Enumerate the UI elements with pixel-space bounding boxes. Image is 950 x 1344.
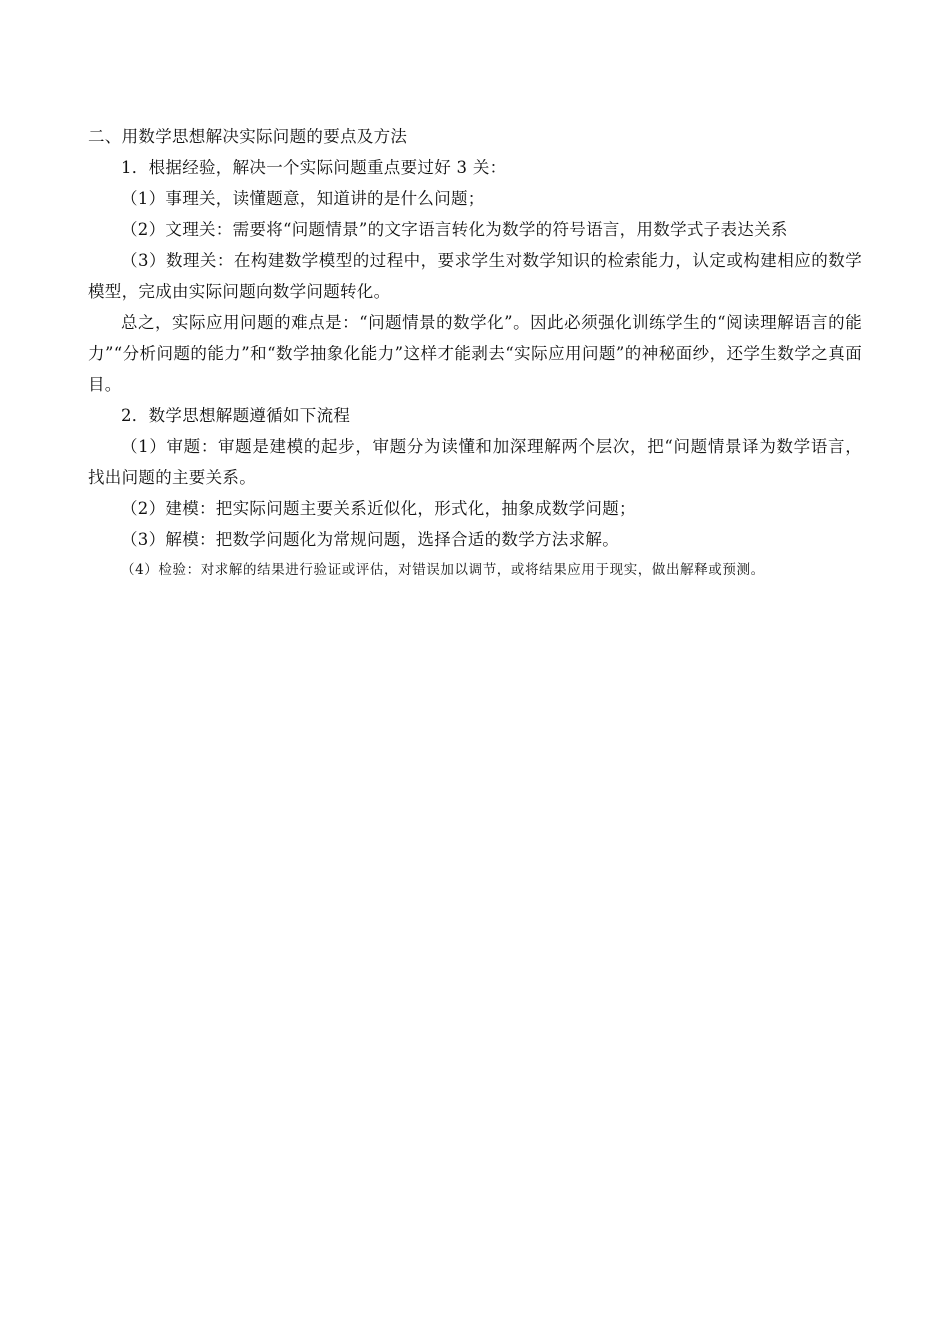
document-body — [88, 121, 862, 585]
paragraph-verification-step: （4）检验：对求解的结果进行验证或评估，对错误加以调节，或将结果应用于现实，做出解释或预测。 — [121, 562, 765, 578]
paragraph-text-check: （2）文理关：需要将“问题情景”的文字语言转化为数学的符号语言，用数学式子表达关系 — [121, 220, 788, 239]
paragraph-math-check: （3）数理关：在构建数学模型的过程中，要求学生对数学知识的检索能力，认定或构建相应的数学模型，完成由实际问题向数学问题转化。 — [88, 251, 862, 301]
paragraph-review-step: （1）审题：审题是建模的起步，审题分为读懂和加深理解两个层次，把“问题情景译为数学语言，找出问题的主要关系。 — [88, 437, 862, 487]
paragraph-summary: 总之，实际应用问题的难点是：“问题情景的数学化”。因此必须强化训练学生的“阅读理解语言的能力”“分析问题的能力”和“数学抽象化能力”这样才能剥去“实际应用问题”的神秘面纱，还学生数学之真面目。 — [88, 313, 862, 394]
paragraph-modeling-step: （2）建模：把实际问题主要关系近似化，形式化，抽象成数学问题； — [121, 499, 636, 518]
paragraph-solving-step: （3）解模：把数学问题化为常规问题，选择合适的数学方法求解。 — [121, 530, 619, 549]
paragraph-three-checks: 1．根据经验，解决一个实际问题重点要过好 3 关： — [121, 158, 507, 177]
paragraph-process-heading: 2．数学思想解题遵循如下流程 — [121, 406, 351, 425]
section-heading: 二、用数学思想解决实际问题的要点及方法 — [88, 127, 408, 146]
paragraph-fact-check: （1）事理关，读懂题意，知道讲的是什么问题； — [121, 189, 485, 208]
